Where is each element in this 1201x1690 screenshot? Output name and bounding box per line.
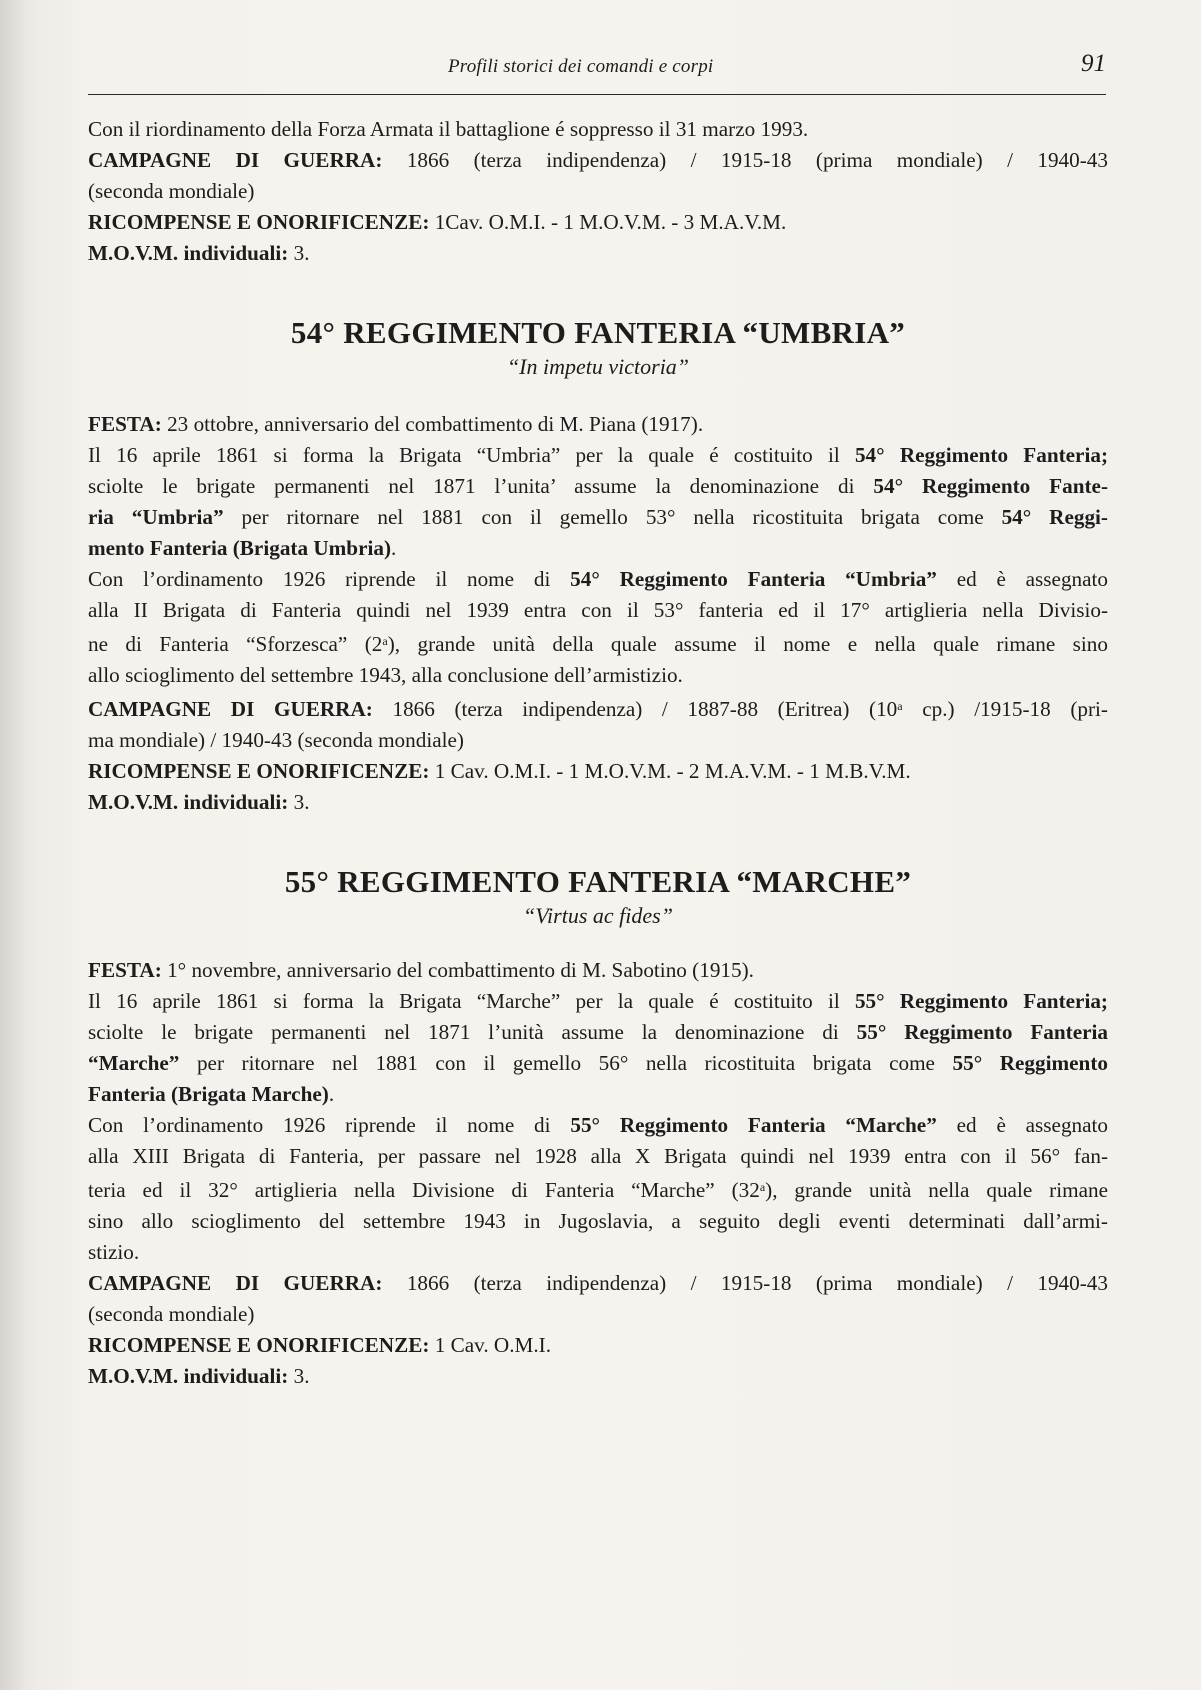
superscript: a bbox=[382, 634, 388, 648]
text-run: sciolte le brigate permanenti nel 1871 l’unità assume la denominazione di bbox=[88, 1020, 839, 1044]
campagne-label: CAMPAGNE DI GUERRA: bbox=[88, 148, 383, 172]
festa-line bbox=[88, 409, 1108, 440]
paragraph-line bbox=[88, 564, 1108, 595]
paragraph-line: alla XIII Brigata di Fanteria, per passare nel 1928 alla X Brigata quindi nel 1939 entra con il 56° fan- bbox=[88, 1144, 1108, 1168]
paragraph-line: alla II Brigata di Fanteria quindi nel 1939 entra con il 53° fanteria ed il 17° artiglieria nella Divisio- bbox=[88, 598, 1108, 622]
paragraph-line bbox=[88, 502, 1108, 533]
bold-run: Fanteria (Brigata Marche) bbox=[88, 1082, 329, 1106]
text-run: per ritornare nel 1881 con il gemello 56° nella ricostituita brigata come bbox=[196, 1051, 935, 1075]
text-run: Con l’ordinamento 1926 riprende il nome di bbox=[88, 567, 551, 591]
running-title: Profili storici dei comandi e corpi bbox=[448, 56, 714, 77]
ricompense-label: RICOMPENSE E ONORIFICENZE: bbox=[88, 1333, 430, 1357]
movm-label: M.O.V.M. individuali: bbox=[88, 1364, 289, 1388]
movm-text: 3. bbox=[293, 790, 310, 814]
text-run: . bbox=[328, 1082, 335, 1106]
text-run: ), grande unità nella quale rimane bbox=[765, 1178, 1108, 1202]
text-run: Il 16 aprile 1861 si forma la Brigata “Marche” per la quale é costituito il bbox=[88, 989, 840, 1013]
ricompense-line bbox=[88, 1330, 1108, 1361]
section-marche bbox=[88, 863, 1108, 1392]
text-run: cp.) /1915-18 (pri- bbox=[902, 697, 1108, 721]
campagne-line bbox=[88, 1268, 1108, 1299]
bold-run: 54° Reggimento Fanteria “Umbria” bbox=[570, 567, 937, 591]
section-umbria bbox=[88, 314, 1108, 818]
bold-run: 54° Reggimento Fanteria; bbox=[854, 443, 1109, 467]
paragraph-line bbox=[88, 1110, 1108, 1141]
ricompense-text: 1 Cav. O.M.I. bbox=[434, 1333, 552, 1357]
page-body bbox=[88, 114, 1108, 1392]
text-run: 1866 (terza indipendenza) / 1887-88 (Eritrea) (10 bbox=[392, 697, 898, 721]
paragraph-line bbox=[88, 533, 1108, 564]
paragraph-line bbox=[88, 986, 1108, 1017]
festa-line bbox=[88, 955, 1108, 986]
festa-label: FESTA: bbox=[88, 412, 162, 436]
superscript: a bbox=[897, 699, 903, 713]
movm-label: M.O.V.M. individuali: bbox=[88, 241, 289, 265]
section-title: 54° REGGIMENTO FANTERIA “UMBRIA” bbox=[290, 315, 906, 350]
campagne-label: CAMPAGNE DI GUERRA: bbox=[88, 697, 373, 721]
bold-run: mento Fanteria (Brigata Umbria) bbox=[88, 536, 392, 560]
festa-label: FESTA: bbox=[88, 958, 162, 982]
paragraph-line bbox=[88, 1172, 1108, 1206]
campagne-cont: (seconda mondiale) bbox=[88, 1302, 255, 1326]
movm-label: M.O.V.M. individuali: bbox=[88, 790, 289, 814]
paragraph-line bbox=[88, 1079, 1108, 1110]
text-run: Il 16 aprile 1861 si forma la Brigata “Umbria” per la quale é costituito il bbox=[88, 443, 840, 467]
bold-run: 54° Reggi- bbox=[1001, 505, 1108, 529]
bold-run: “Marche” bbox=[88, 1051, 180, 1075]
bold-run: 55° Reggimento Fanteria; bbox=[854, 989, 1108, 1013]
movm-text: 3. bbox=[293, 1364, 310, 1388]
paragraph-line bbox=[88, 1017, 1108, 1048]
section-title: 55° REGGIMENTO FANTERIA “MARCHE” bbox=[284, 864, 912, 899]
intro-block bbox=[88, 114, 1108, 269]
intro-line: Con il riordinamento della Forza Armata il battaglione é soppresso il 31 marzo 1993. bbox=[88, 117, 809, 141]
intro-campagne bbox=[88, 145, 1108, 176]
text-run: ), grande unità della quale assume il nome e nella quale rimane sino bbox=[387, 632, 1108, 656]
intro-ricompense bbox=[88, 207, 1108, 238]
paragraph-line: stizio. bbox=[88, 1240, 140, 1264]
intro-campagne-cont: (seconda mondiale) bbox=[88, 179, 255, 203]
campagne-cont: ma mondiale) / 1940-43 (seconda mondiale) bbox=[88, 728, 464, 752]
ricompense-label: RICOMPENSE E ONORIFICENZE: bbox=[88, 210, 430, 234]
text-run: ed è assegnato bbox=[956, 567, 1109, 591]
movm-line bbox=[88, 787, 1108, 818]
movm-text: 3. bbox=[293, 241, 310, 265]
paragraph-line bbox=[88, 626, 1108, 660]
text-run: . bbox=[391, 536, 397, 560]
campagne-line bbox=[88, 691, 1108, 725]
ricompense-label: RICOMPENSE E ONORIFICENZE: bbox=[88, 759, 430, 783]
text-run: teria ed il 32° artiglieria nella Divisione di Fanteria “Marche” (32 bbox=[88, 1178, 760, 1202]
text-run: per ritornare nel 1881 con il gemello 53° nella ricostituita brigata come bbox=[241, 505, 984, 529]
paragraph-line bbox=[88, 471, 1108, 502]
section-motto: “Virtus ac fides” bbox=[523, 903, 673, 928]
running-header bbox=[88, 50, 1106, 95]
movm-line bbox=[88, 1361, 1108, 1392]
bold-run: 55° Reggimento Fanteria “Marche” bbox=[570, 1113, 937, 1137]
bold-run: 55° Reggimento bbox=[952, 1051, 1108, 1075]
intro-movm bbox=[88, 238, 1108, 269]
text-run: sciolte le brigate permanenti nel 1871 l’unita’ assume la denominazione di bbox=[88, 474, 855, 498]
ricompense-text: 1Cav. O.M.I. - 1 M.O.V.M. - 3 M.A.V.M. bbox=[434, 210, 787, 234]
campagne-label: CAMPAGNE DI GUERRA: bbox=[88, 1271, 383, 1295]
ricompense-line bbox=[88, 756, 1108, 787]
paragraph-line bbox=[88, 1048, 1108, 1079]
ricompense-text: 1 Cav. O.M.I. - 1 M.O.V.M. - 2 M.A.V.M. - 1 M.B.V.M. bbox=[434, 759, 911, 783]
bold-run: 55° Reggimento Fanteria bbox=[856, 1020, 1109, 1044]
campagne-text: 1866 (terza indipendenza) / 1915-18 (prima mondiale) / 1940-43 bbox=[406, 148, 1108, 172]
campagne-text: 1866 (terza indipendenza) / 1915-18 (prima mondiale) / 1940-43 bbox=[406, 1271, 1108, 1295]
festa-text: 23 ottobre, anniversario del combattimento di M. Piana (1917). bbox=[167, 412, 704, 436]
paragraph-line bbox=[88, 440, 1108, 471]
section-motto: “In impetu victoria” bbox=[506, 354, 690, 379]
page-number: 91 bbox=[1081, 50, 1106, 77]
text-run: Con l’ordinamento 1926 riprende il nome di bbox=[88, 1113, 551, 1137]
festa-text: 1° novembre, anniversario del combattimento di M. Sabotino (1915). bbox=[167, 958, 754, 982]
paragraph-line: sino allo scioglimento del settembre 1943 in Jugoslavia, a seguito degli eventi determinati dall’armi- bbox=[88, 1209, 1108, 1233]
paragraph-line: allo scioglimento del settembre 1943, alla conclusione dell’armistizio. bbox=[88, 663, 683, 687]
superscript: a bbox=[759, 1180, 766, 1194]
bold-run: ria “Umbria” bbox=[88, 505, 224, 529]
text-run: ne di Fanteria “Sforzesca” (2 bbox=[88, 632, 383, 656]
bold-run: 54° Reggimento Fante- bbox=[873, 474, 1108, 498]
text-run: ed è assegnato bbox=[956, 1113, 1109, 1137]
binding-shadow bbox=[0, 0, 26, 1690]
